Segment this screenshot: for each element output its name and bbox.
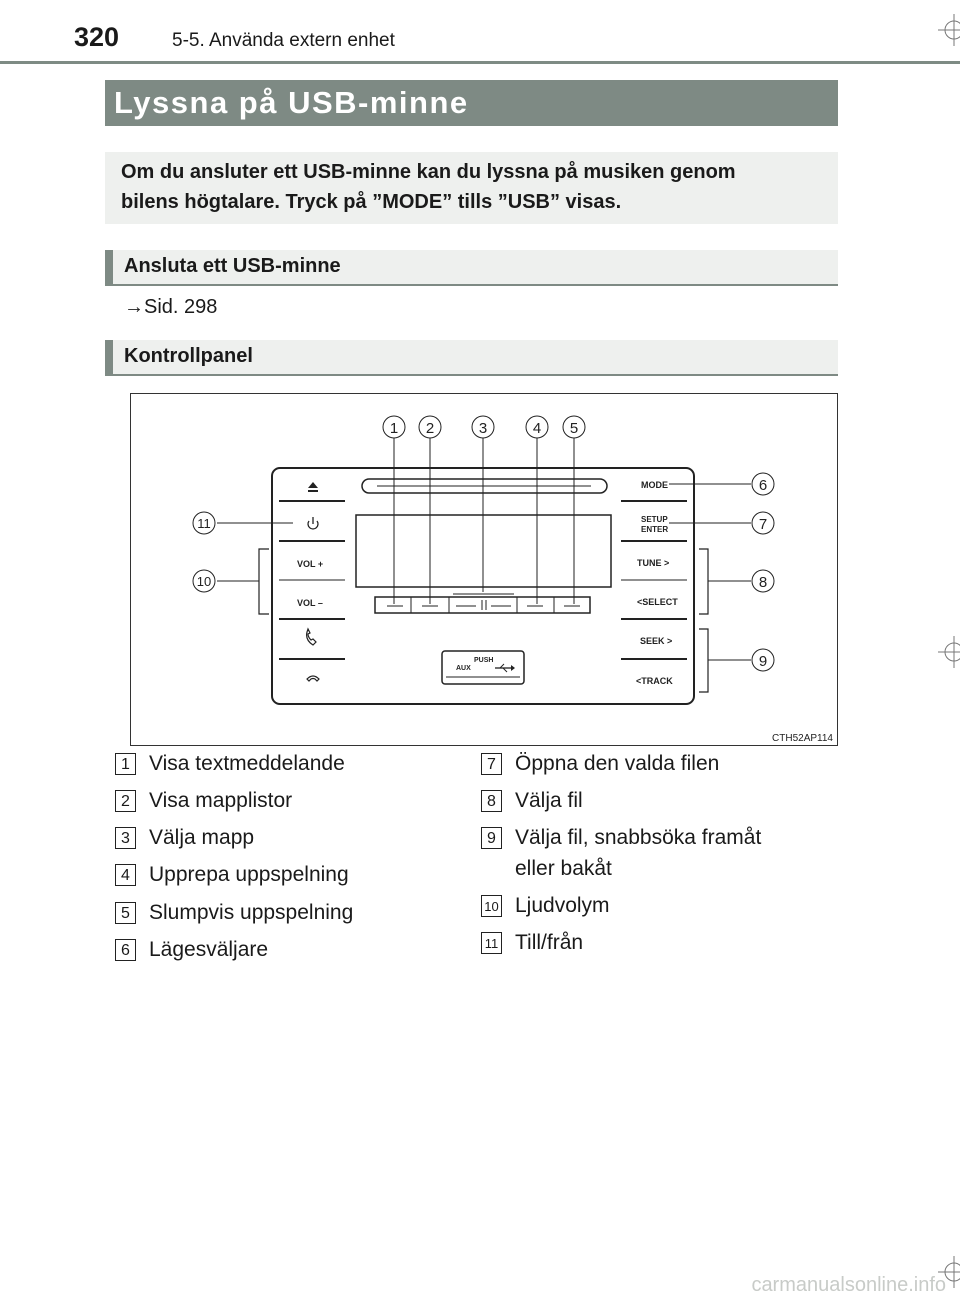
legend-number: 11 — [481, 932, 502, 954]
push-label: PUSH — [474, 657, 494, 664]
legend-text: Upprepa uppspelning — [149, 863, 349, 886]
setup-label: SETUP — [641, 515, 668, 524]
arrow-icon: → — [124, 296, 144, 318]
callout-7: 7 — [758, 516, 768, 533]
page-reference[interactable] — [124, 296, 217, 319]
callout-10: 10 — [196, 574, 212, 589]
tune-label: TUNE > — [637, 558, 670, 568]
callout-11: 11 — [197, 516, 211, 531]
hang-up-icon — [307, 676, 319, 681]
legend-text: Öppna den valda filen — [515, 752, 720, 775]
registration-mark — [930, 10, 960, 50]
legend-text: Välja mapp — [149, 826, 255, 849]
control-panel-illustration — [131, 394, 839, 747]
enter-label: ENTER — [641, 525, 669, 534]
legend-item — [481, 789, 583, 813]
legend-text: Lägesväljare — [149, 938, 269, 961]
vol-minus-label: VOL – — [297, 598, 323, 608]
legend-left — [115, 752, 455, 972]
vol-plus-label: VOL + — [297, 559, 324, 569]
legend-item — [115, 901, 353, 925]
intro-line-2: bilens högtalare. Tryck på ”MODE” tills ”USB” visas. — [121, 191, 622, 213]
intro-box — [105, 152, 838, 224]
legend-item — [481, 931, 583, 955]
seek-label: SEEK > — [640, 636, 673, 646]
legend-text: Slumpvis uppspelning — [149, 901, 354, 924]
legend-number: 2 — [115, 790, 136, 812]
legend-text: Visa textmeddelande — [149, 752, 345, 775]
eject-icon — [308, 482, 318, 492]
legend-number: 8 — [481, 790, 502, 812]
legend-item — [481, 826, 761, 850]
legend-text: Välja fil — [515, 789, 583, 812]
subheading-panel: Kontrollpanel — [105, 340, 838, 376]
legend-number: 4 — [115, 864, 136, 886]
callout-8: 8 — [758, 574, 768, 591]
aux-label: AUX — [456, 665, 471, 672]
legend-item — [115, 938, 268, 962]
legend-item — [115, 789, 292, 813]
header-rule — [0, 61, 960, 64]
track-label: <TRACK — [636, 676, 673, 686]
watermark: carmanualsonline.info — [751, 1274, 946, 1296]
phone-icon — [307, 629, 316, 645]
legend-text: Visa mapplistor — [149, 789, 293, 812]
legend-right — [481, 752, 831, 972]
legend-item — [481, 752, 719, 776]
legend-text: Till/från — [515, 931, 584, 954]
legend-number: 3 — [115, 827, 136, 849]
callout-5: 5 — [569, 420, 579, 437]
legend-number: 6 — [115, 939, 136, 961]
legend-number: 9 — [481, 827, 502, 849]
legend-item-continued — [515, 857, 612, 881]
intro-line-1: Om du ansluter ett USB-minne kan du lyssna på musiken genom — [121, 161, 736, 183]
legend-text: eller bakåt — [515, 857, 612, 880]
diagram-code: CTH52AP114 — [772, 733, 833, 744]
legend-number: 7 — [481, 753, 502, 775]
callout-3: 3 — [478, 420, 488, 437]
subheading-connect: Ansluta ett USB-minne — [105, 250, 838, 286]
power-icon — [308, 517, 318, 529]
legend-number: 5 — [115, 902, 136, 924]
page-number: 320 — [74, 22, 120, 52]
legend-item — [481, 894, 610, 918]
mode-label: MODE — [641, 480, 668, 490]
control-panel-diagram — [130, 393, 838, 746]
callout-2: 2 — [425, 420, 435, 437]
callout-1: 1 — [389, 420, 399, 437]
section-title: 5-5. Använda extern enhet — [172, 30, 395, 51]
legend-number: 10 — [481, 895, 502, 917]
legend-item — [115, 752, 345, 776]
callout-4: 4 — [532, 420, 542, 437]
legend-number: 1 — [115, 753, 136, 775]
registration-mark — [930, 632, 960, 672]
legend-text: Välja fil, snabbsöka framåt — [515, 826, 762, 849]
legend-text: Ljudvolym — [515, 894, 610, 917]
select-label: <SELECT — [637, 597, 678, 607]
callout-6: 6 — [758, 477, 768, 494]
page-title: Lyssna på USB-minne — [105, 80, 838, 126]
legend-item — [115, 826, 254, 850]
legend-item — [115, 863, 349, 887]
page-reference-text: Sid. 298 — [144, 296, 218, 318]
usb-icon — [495, 664, 515, 672]
callout-9: 9 — [758, 653, 768, 670]
